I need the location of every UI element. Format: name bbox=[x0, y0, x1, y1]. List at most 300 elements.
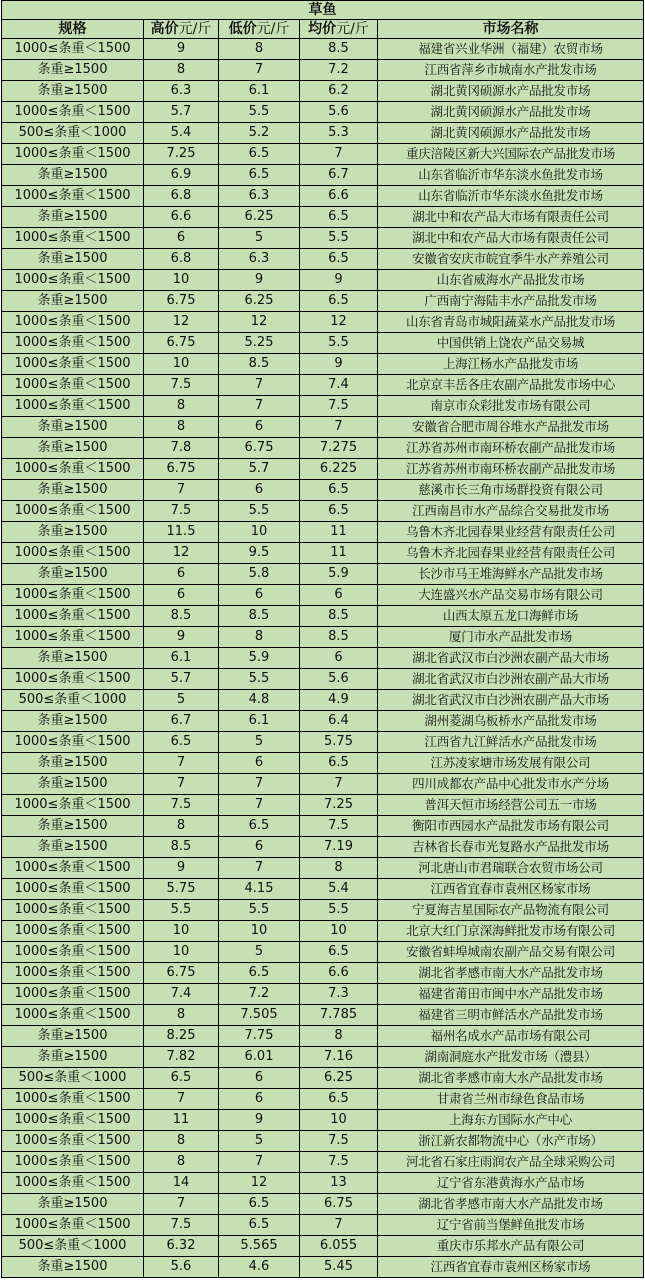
avg-price-cell: 7.3 bbox=[300, 984, 378, 1005]
header-market: 市场名称 bbox=[378, 20, 644, 39]
spec-cell: 条重≥1500 bbox=[2, 564, 144, 585]
high-price-cell: 6.8 bbox=[144, 249, 219, 270]
spec-cell: 条重≥1500 bbox=[2, 165, 144, 186]
spec-cell: 1000≤条重＜1500 bbox=[2, 39, 144, 60]
table-row bbox=[2, 291, 644, 312]
market-cell: 长沙市马王堆海鲜水产品批发市场 bbox=[378, 564, 644, 585]
high-price-cell: 9 bbox=[144, 627, 219, 648]
table-row bbox=[2, 627, 644, 648]
market-cell: 江苏省苏州市南环桥农副产品批发市场 bbox=[378, 459, 644, 480]
avg-price-cell: 5.4 bbox=[300, 879, 378, 900]
table-row bbox=[2, 732, 644, 753]
low-price-cell: 10 bbox=[219, 921, 300, 942]
spec-cell: 条重≥1500 bbox=[2, 438, 144, 459]
high-price-cell: 5 bbox=[144, 690, 219, 711]
spec-cell: 1000≤条重＜1500 bbox=[2, 963, 144, 984]
avg-price-cell: 4.9 bbox=[300, 690, 378, 711]
table-row bbox=[2, 1068, 644, 1089]
low-price-cell: 7 bbox=[219, 375, 300, 396]
table-row bbox=[2, 438, 644, 459]
avg-price-cell: 6 bbox=[300, 648, 378, 669]
high-price-cell: 6.75 bbox=[144, 333, 219, 354]
low-price-cell: 5 bbox=[219, 732, 300, 753]
low-price-cell: 6.25 bbox=[219, 207, 300, 228]
high-price-cell: 8 bbox=[144, 60, 219, 81]
avg-price-cell: 6.75 bbox=[300, 1194, 378, 1215]
price-table bbox=[1, 0, 644, 1278]
market-cell: 河北唐山市君瑞联合农贸市场公司 bbox=[378, 858, 644, 879]
market-cell: 北京大红门京深海鲜批发市场有限公司 bbox=[378, 921, 644, 942]
low-price-cell: 6.25 bbox=[219, 291, 300, 312]
market-cell: 辽宁省前当堡鲜鱼批发市场 bbox=[378, 1215, 644, 1236]
market-cell: 大连盛兴水产品交易市场有限公司 bbox=[378, 585, 644, 606]
avg-price-cell: 5.5 bbox=[300, 900, 378, 921]
high-price-cell: 6.5 bbox=[144, 1068, 219, 1089]
low-price-cell: 5.9 bbox=[219, 648, 300, 669]
avg-price-cell: 6.5 bbox=[300, 480, 378, 501]
avg-price-cell: 5.3 bbox=[300, 123, 378, 144]
low-price-cell: 8.5 bbox=[219, 354, 300, 375]
table-row bbox=[2, 1173, 644, 1194]
avg-price-cell: 7.5 bbox=[300, 816, 378, 837]
market-cell: 湖北省孝感市南大水产品批发市场 bbox=[378, 963, 644, 984]
market-cell: 江苏凌家塘市场发展有限公司 bbox=[378, 753, 644, 774]
avg-price-cell: 6.055 bbox=[300, 1236, 378, 1257]
table-row bbox=[2, 249, 644, 270]
spec-cell: 1000≤条重＜1500 bbox=[2, 627, 144, 648]
low-price-cell: 5.5 bbox=[219, 900, 300, 921]
high-price-cell: 5.6 bbox=[144, 1257, 219, 1278]
market-cell: 江苏省苏州市南环桥农副产品批发市场 bbox=[378, 438, 644, 459]
spec-cell: 1000≤条重＜1500 bbox=[2, 270, 144, 291]
spec-cell: 500≤条重＜1000 bbox=[2, 1068, 144, 1089]
table-row bbox=[2, 375, 644, 396]
market-cell: 山东省威海水产品批发市场 bbox=[378, 270, 644, 291]
high-price-cell: 8 bbox=[144, 1131, 219, 1152]
table-row bbox=[2, 921, 644, 942]
avg-price-cell: 6.5 bbox=[300, 1089, 378, 1110]
avg-price-cell: 7.785 bbox=[300, 1005, 378, 1026]
avg-price-cell: 6.5 bbox=[300, 501, 378, 522]
avg-price-cell: 6.5 bbox=[300, 753, 378, 774]
low-price-cell: 9 bbox=[219, 1110, 300, 1131]
market-cell: 乌鲁木齐北园春果业经营有限责任公司 bbox=[378, 543, 644, 564]
spec-cell: 1000≤条重＜1500 bbox=[2, 1131, 144, 1152]
market-cell: 湖南洞庭水产批发市场（澧县） bbox=[378, 1047, 644, 1068]
low-price-cell: 6 bbox=[219, 1089, 300, 1110]
spec-cell: 条重≥1500 bbox=[2, 774, 144, 795]
low-price-cell: 5.5 bbox=[219, 669, 300, 690]
table-row bbox=[2, 1236, 644, 1257]
high-price-cell: 8 bbox=[144, 396, 219, 417]
avg-price-cell: 10 bbox=[300, 921, 378, 942]
avg-price-cell: 6.4 bbox=[300, 711, 378, 732]
high-price-cell: 6.7 bbox=[144, 711, 219, 732]
high-price-cell: 6.75 bbox=[144, 291, 219, 312]
high-price-cell: 6.5 bbox=[144, 732, 219, 753]
spec-cell: 1000≤条重＜1500 bbox=[2, 669, 144, 690]
avg-price-cell: 9 bbox=[300, 270, 378, 291]
avg-price-cell: 7 bbox=[300, 774, 378, 795]
avg-price-cell: 6.5 bbox=[300, 291, 378, 312]
header-high-price: 高价元/斤 bbox=[144, 20, 219, 39]
market-cell: 乌鲁木齐北园春果业经营有限责任公司 bbox=[378, 522, 644, 543]
spec-cell: 1000≤条重＜1500 bbox=[2, 585, 144, 606]
spec-cell: 1000≤条重＜1500 bbox=[2, 354, 144, 375]
low-price-cell: 5.25 bbox=[219, 333, 300, 354]
avg-price-cell: 6 bbox=[300, 585, 378, 606]
low-price-cell: 6 bbox=[219, 417, 300, 438]
avg-price-cell: 5.45 bbox=[300, 1257, 378, 1278]
avg-price-cell: 8 bbox=[300, 858, 378, 879]
market-cell: 湖州菱湖乌板桥水产品批发市场 bbox=[378, 711, 644, 732]
table-row bbox=[2, 1089, 644, 1110]
spec-cell: 1000≤条重＜1500 bbox=[2, 333, 144, 354]
table-row bbox=[2, 396, 644, 417]
high-price-cell: 8 bbox=[144, 417, 219, 438]
market-cell: 湖北省孝感市南大水产品批发市场 bbox=[378, 1194, 644, 1215]
spec-cell: 条重≥1500 bbox=[2, 60, 144, 81]
market-cell: 甘肃省兰州市绿色食品市场 bbox=[378, 1089, 644, 1110]
low-price-cell: 8.5 bbox=[219, 606, 300, 627]
spec-cell: 条重≥1500 bbox=[2, 249, 144, 270]
avg-price-cell: 6.2 bbox=[300, 81, 378, 102]
high-price-cell: 6.6 bbox=[144, 207, 219, 228]
high-price-cell: 7.5 bbox=[144, 501, 219, 522]
low-price-cell: 7.505 bbox=[219, 1005, 300, 1026]
spec-cell: 1000≤条重＜1500 bbox=[2, 879, 144, 900]
market-cell: 衡阳市西园水产品批发市场有限公司 bbox=[378, 816, 644, 837]
market-cell: 山东省临沂市华东淡水鱼批发市场 bbox=[378, 186, 644, 207]
table-row bbox=[2, 1152, 644, 1173]
market-cell: 江西省萍乡市城南水产批发市场 bbox=[378, 60, 644, 81]
spec-cell: 500≤条重＜1000 bbox=[2, 690, 144, 711]
low-price-cell: 12 bbox=[219, 1173, 300, 1194]
high-price-cell: 7.5 bbox=[144, 795, 219, 816]
spec-cell: 1000≤条重＜1500 bbox=[2, 942, 144, 963]
spec-cell: 条重≥1500 bbox=[2, 480, 144, 501]
spec-cell: 1000≤条重＜1500 bbox=[2, 1005, 144, 1026]
market-cell: 慈溪市长三角市场群投资有限公司 bbox=[378, 480, 644, 501]
spec-cell: 1000≤条重＜1500 bbox=[2, 312, 144, 333]
table-row bbox=[2, 1005, 644, 1026]
table-row bbox=[2, 1194, 644, 1215]
market-cell: 中国供销上饶农产品交易城 bbox=[378, 333, 644, 354]
low-price-cell: 6.01 bbox=[219, 1047, 300, 1068]
high-price-cell: 8 bbox=[144, 1005, 219, 1026]
market-cell: 湖北中和农产品大市场有限责任公司 bbox=[378, 207, 644, 228]
low-price-cell: 6 bbox=[219, 585, 300, 606]
table-row bbox=[2, 564, 644, 585]
avg-price-cell: 7.19 bbox=[300, 837, 378, 858]
table-row bbox=[2, 942, 644, 963]
spec-cell: 条重≥1500 bbox=[2, 207, 144, 228]
market-cell: 河北省石家庄雨润农产品全球采购公司 bbox=[378, 1152, 644, 1173]
high-price-cell: 6.3 bbox=[144, 81, 219, 102]
table-row bbox=[2, 39, 644, 60]
market-cell: 广西南宁海陆丰水产品批发市场 bbox=[378, 291, 644, 312]
high-price-cell: 7.5 bbox=[144, 375, 219, 396]
avg-price-cell: 5.9 bbox=[300, 564, 378, 585]
spec-cell: 1000≤条重＜1500 bbox=[2, 732, 144, 753]
table-row bbox=[2, 228, 644, 249]
avg-price-cell: 7.275 bbox=[300, 438, 378, 459]
high-price-cell: 5.7 bbox=[144, 669, 219, 690]
market-cell: 安徽省蚌埠城南农副产品交易有限公司 bbox=[378, 942, 644, 963]
low-price-cell: 8 bbox=[219, 39, 300, 60]
table-row bbox=[2, 858, 644, 879]
market-cell: 福建省莆田市闽中水产品批发市场 bbox=[378, 984, 644, 1005]
spec-cell: 1000≤条重＜1500 bbox=[2, 606, 144, 627]
low-price-cell: 6 bbox=[219, 837, 300, 858]
header-avg-price: 均价元/斤 bbox=[300, 20, 378, 39]
spec-cell: 条重≥1500 bbox=[2, 1047, 144, 1068]
spec-cell: 1000≤条重＜1500 bbox=[2, 900, 144, 921]
high-price-cell: 5.4 bbox=[144, 123, 219, 144]
table-row bbox=[2, 690, 644, 711]
high-price-cell: 10 bbox=[144, 270, 219, 291]
header-low-price: 低价元/斤 bbox=[219, 20, 300, 39]
table-row bbox=[2, 417, 644, 438]
table-row bbox=[2, 480, 644, 501]
table-row bbox=[2, 123, 644, 144]
header-row bbox=[2, 20, 644, 39]
avg-price-cell: 9 bbox=[300, 354, 378, 375]
table-row bbox=[2, 1215, 644, 1236]
low-price-cell: 6.1 bbox=[219, 711, 300, 732]
avg-price-cell: 7.25 bbox=[300, 795, 378, 816]
spec-cell: 条重≥1500 bbox=[2, 81, 144, 102]
spec-cell: 1000≤条重＜1500 bbox=[2, 375, 144, 396]
avg-price-cell: 7 bbox=[300, 1215, 378, 1236]
table-row bbox=[2, 774, 644, 795]
high-price-cell: 6 bbox=[144, 228, 219, 249]
spec-cell: 条重≥1500 bbox=[2, 837, 144, 858]
spec-cell: 1000≤条重＜1500 bbox=[2, 1173, 144, 1194]
table-row bbox=[2, 522, 644, 543]
avg-price-cell: 11 bbox=[300, 543, 378, 564]
table-row bbox=[2, 669, 644, 690]
high-price-cell: 6.8 bbox=[144, 186, 219, 207]
market-cell: 四川成都农产品中心批发市水产分场 bbox=[378, 774, 644, 795]
market-cell: 上海东方国际水产中心 bbox=[378, 1110, 644, 1131]
high-price-cell: 5.7 bbox=[144, 102, 219, 123]
market-cell: 山西太原五龙口海鲜市场 bbox=[378, 606, 644, 627]
spec-cell: 1000≤条重＜1500 bbox=[2, 186, 144, 207]
header-spec: 规格 bbox=[2, 20, 144, 39]
high-price-cell: 11 bbox=[144, 1110, 219, 1131]
avg-price-cell: 12 bbox=[300, 312, 378, 333]
spec-cell: 1000≤条重＜1500 bbox=[2, 984, 144, 1005]
spec-cell: 1000≤条重＜1500 bbox=[2, 459, 144, 480]
high-price-cell: 14 bbox=[144, 1173, 219, 1194]
avg-price-cell: 6.6 bbox=[300, 963, 378, 984]
high-price-cell: 5.5 bbox=[144, 900, 219, 921]
spec-cell: 1000≤条重＜1500 bbox=[2, 1152, 144, 1173]
avg-price-cell: 7.2 bbox=[300, 60, 378, 81]
table-row bbox=[2, 459, 644, 480]
market-cell: 湖北省武汉市白沙洲农副产品大市场 bbox=[378, 648, 644, 669]
table-row bbox=[2, 60, 644, 81]
market-cell: 安徽省合肥市周谷堆水产品批发市场 bbox=[378, 417, 644, 438]
high-price-cell: 9 bbox=[144, 858, 219, 879]
high-price-cell: 12 bbox=[144, 312, 219, 333]
title-row bbox=[2, 1, 644, 20]
low-price-cell: 7 bbox=[219, 60, 300, 81]
spec-cell: 1000≤条重＜1500 bbox=[2, 1110, 144, 1131]
high-price-cell: 12 bbox=[144, 543, 219, 564]
spec-cell: 1000≤条重＜1500 bbox=[2, 144, 144, 165]
spec-cell: 1000≤条重＜1500 bbox=[2, 102, 144, 123]
avg-price-cell: 5.5 bbox=[300, 333, 378, 354]
market-cell: 重庆涪陵区新大兴国际农产品批发市场 bbox=[378, 144, 644, 165]
low-price-cell: 10 bbox=[219, 522, 300, 543]
avg-price-cell: 8.5 bbox=[300, 627, 378, 648]
table-title: 草鱼 bbox=[2, 1, 644, 20]
high-price-cell: 8 bbox=[144, 816, 219, 837]
low-price-cell: 8 bbox=[219, 627, 300, 648]
spec-cell: 1000≤条重＜1500 bbox=[2, 1215, 144, 1236]
table-row bbox=[2, 900, 644, 921]
high-price-cell: 8.25 bbox=[144, 1026, 219, 1047]
avg-price-cell: 8.5 bbox=[300, 606, 378, 627]
avg-price-cell: 8 bbox=[300, 1026, 378, 1047]
spec-cell: 条重≥1500 bbox=[2, 1194, 144, 1215]
spec-cell: 条重≥1500 bbox=[2, 417, 144, 438]
market-cell: 普洱天恒市场经营公司五一市场 bbox=[378, 795, 644, 816]
avg-price-cell: 5.6 bbox=[300, 102, 378, 123]
high-price-cell: 8 bbox=[144, 1152, 219, 1173]
table-row bbox=[2, 753, 644, 774]
high-price-cell: 7 bbox=[144, 1194, 219, 1215]
table-row bbox=[2, 312, 644, 333]
market-cell: 湖北黄冈硕源水产品批发市场 bbox=[378, 102, 644, 123]
spec-cell: 条重≥1500 bbox=[2, 1257, 144, 1278]
table-row bbox=[2, 837, 644, 858]
low-price-cell: 5 bbox=[219, 228, 300, 249]
low-price-cell: 6.75 bbox=[219, 438, 300, 459]
table-row bbox=[2, 879, 644, 900]
low-price-cell: 7 bbox=[219, 1152, 300, 1173]
avg-price-cell: 6.5 bbox=[300, 207, 378, 228]
spec-cell: 1000≤条重＜1500 bbox=[2, 228, 144, 249]
market-cell: 福建省兴业华洲（福建）农贸市场 bbox=[378, 39, 644, 60]
avg-price-cell: 5.6 bbox=[300, 669, 378, 690]
low-price-cell: 5.565 bbox=[219, 1236, 300, 1257]
avg-price-cell: 6.6 bbox=[300, 186, 378, 207]
low-price-cell: 4.15 bbox=[219, 879, 300, 900]
table-row bbox=[2, 585, 644, 606]
avg-price-cell: 7 bbox=[300, 417, 378, 438]
low-price-cell: 5.5 bbox=[219, 501, 300, 522]
low-price-cell: 5 bbox=[219, 1131, 300, 1152]
market-cell: 吉林省长春市光复路水产品批发市场 bbox=[378, 837, 644, 858]
low-price-cell: 7.2 bbox=[219, 984, 300, 1005]
low-price-cell: 4.8 bbox=[219, 690, 300, 711]
table-row bbox=[2, 816, 644, 837]
low-price-cell: 6.1 bbox=[219, 81, 300, 102]
table-row bbox=[2, 963, 644, 984]
spec-cell: 500≤条重＜1000 bbox=[2, 1236, 144, 1257]
high-price-cell: 9 bbox=[144, 39, 219, 60]
market-cell: 上海江杨水产品批发市场 bbox=[378, 354, 644, 375]
high-price-cell: 7 bbox=[144, 1089, 219, 1110]
spec-cell: 1000≤条重＜1500 bbox=[2, 795, 144, 816]
table-row bbox=[2, 207, 644, 228]
low-price-cell: 5.5 bbox=[219, 102, 300, 123]
avg-price-cell: 5.75 bbox=[300, 732, 378, 753]
spec-cell: 条重≥1500 bbox=[2, 291, 144, 312]
low-price-cell: 6 bbox=[219, 1068, 300, 1089]
high-price-cell: 6.32 bbox=[144, 1236, 219, 1257]
spec-cell: 条重≥1500 bbox=[2, 816, 144, 837]
market-cell: 湖北省孝感市南大水产品批发市场 bbox=[378, 1068, 644, 1089]
market-cell: 湖北黄冈硕源水产品批发市场 bbox=[378, 81, 644, 102]
spec-cell: 条重≥1500 bbox=[2, 753, 144, 774]
table-row bbox=[2, 102, 644, 123]
table-row bbox=[2, 1257, 644, 1278]
low-price-cell: 9 bbox=[219, 270, 300, 291]
low-price-cell: 4.6 bbox=[219, 1257, 300, 1278]
market-cell: 宁夏海吉星国际农产品物流有限公司 bbox=[378, 900, 644, 921]
low-price-cell: 7.75 bbox=[219, 1026, 300, 1047]
avg-price-cell: 6.225 bbox=[300, 459, 378, 480]
low-price-cell: 9.5 bbox=[219, 543, 300, 564]
market-cell: 湖北省武汉市白沙洲农副产品大市场 bbox=[378, 669, 644, 690]
table-row bbox=[2, 606, 644, 627]
market-cell: 福州名成水产品市场有限公司 bbox=[378, 1026, 644, 1047]
spec-cell: 条重≥1500 bbox=[2, 648, 144, 669]
avg-price-cell: 7 bbox=[300, 144, 378, 165]
high-price-cell: 7 bbox=[144, 774, 219, 795]
low-price-cell: 5.7 bbox=[219, 459, 300, 480]
low-price-cell: 6.3 bbox=[219, 186, 300, 207]
high-price-cell: 6.1 bbox=[144, 648, 219, 669]
avg-price-cell: 7.4 bbox=[300, 375, 378, 396]
low-price-cell: 6.5 bbox=[219, 816, 300, 837]
table-row bbox=[2, 81, 644, 102]
table-row bbox=[2, 144, 644, 165]
high-price-cell: 11.5 bbox=[144, 522, 219, 543]
spec-cell: 1000≤条重＜1500 bbox=[2, 921, 144, 942]
low-price-cell: 7 bbox=[219, 774, 300, 795]
high-price-cell: 10 bbox=[144, 354, 219, 375]
table-row bbox=[2, 1131, 644, 1152]
table-row bbox=[2, 333, 644, 354]
low-price-cell: 5.8 bbox=[219, 564, 300, 585]
spec-cell: 1000≤条重＜1500 bbox=[2, 501, 144, 522]
high-price-cell: 7.5 bbox=[144, 1215, 219, 1236]
table-row bbox=[2, 795, 644, 816]
market-cell: 江西南昌市水产品综合交易批发市场 bbox=[378, 501, 644, 522]
table-body bbox=[2, 39, 644, 1278]
high-price-cell: 7.82 bbox=[144, 1047, 219, 1068]
spec-cell: 条重≥1500 bbox=[2, 522, 144, 543]
high-price-cell: 6 bbox=[144, 585, 219, 606]
high-price-cell: 10 bbox=[144, 921, 219, 942]
table-row bbox=[2, 984, 644, 1005]
high-price-cell: 7.4 bbox=[144, 984, 219, 1005]
market-cell: 湖北黄冈硕源水产品批发市场 bbox=[378, 123, 644, 144]
table-row bbox=[2, 165, 644, 186]
low-price-cell: 12 bbox=[219, 312, 300, 333]
high-price-cell: 7 bbox=[144, 480, 219, 501]
table-row bbox=[2, 1047, 644, 1068]
market-cell: 南京市众彩批发市场有限公司 bbox=[378, 396, 644, 417]
low-price-cell: 5.2 bbox=[219, 123, 300, 144]
table-row bbox=[2, 186, 644, 207]
high-price-cell: 6.9 bbox=[144, 165, 219, 186]
